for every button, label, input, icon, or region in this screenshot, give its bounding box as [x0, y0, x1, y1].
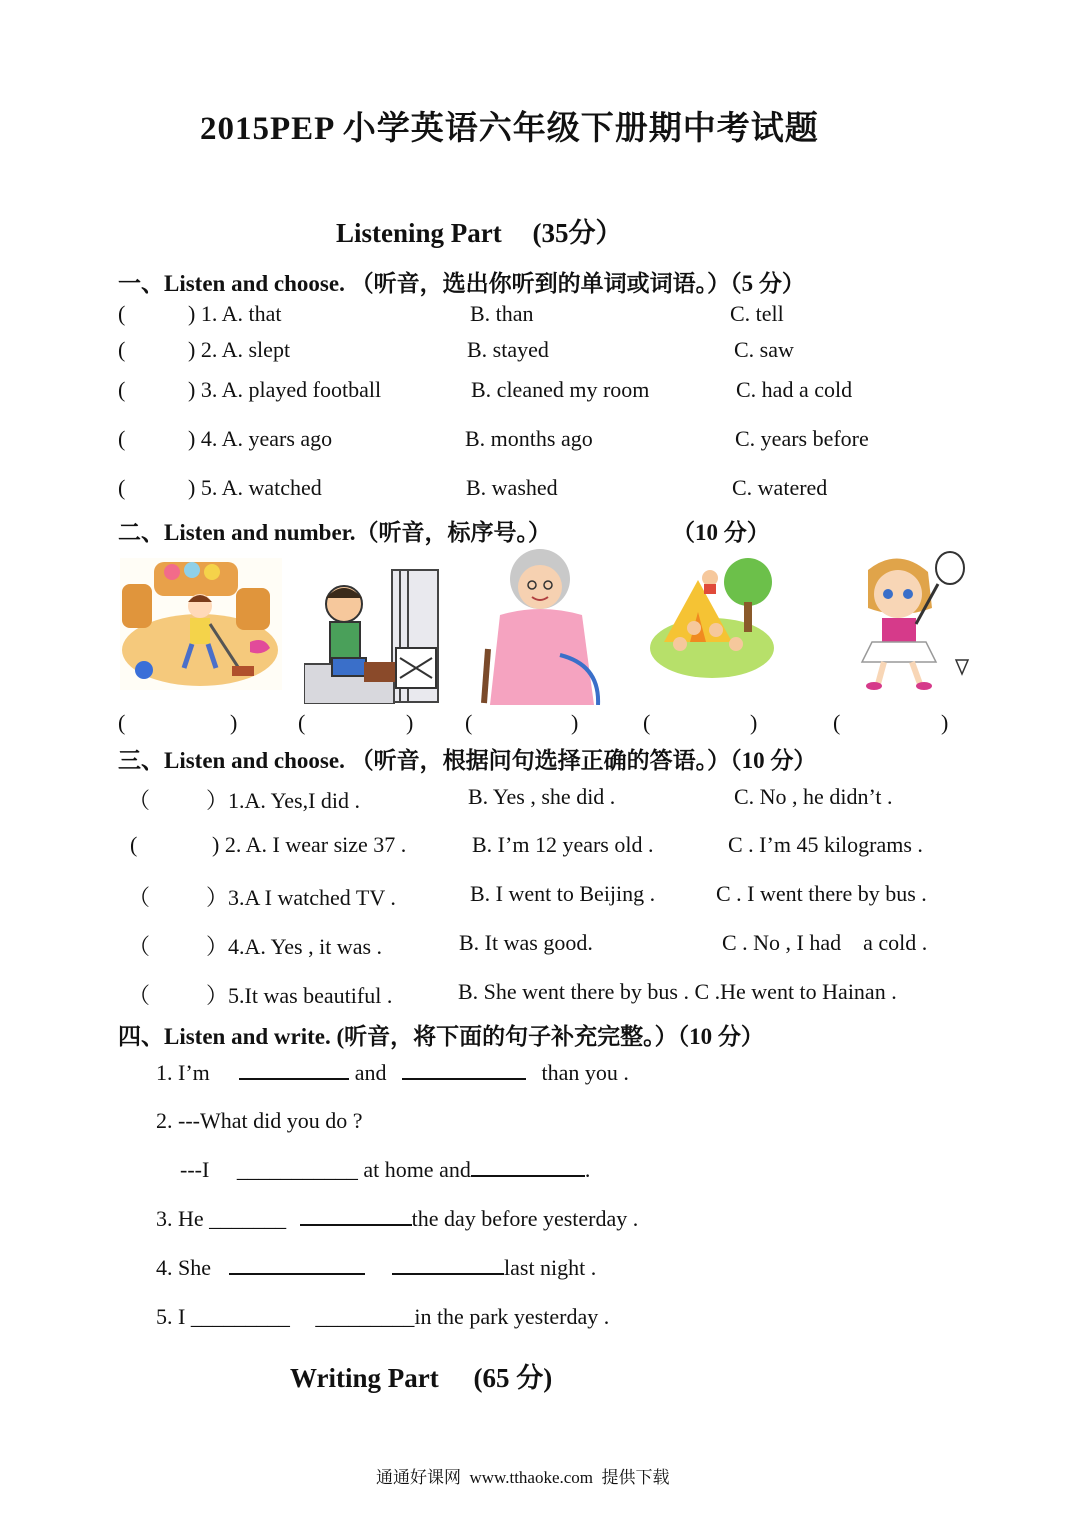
answer-paren[interactable]: ( [130, 832, 138, 857]
picture-1-answer[interactable]: ( ) [118, 710, 238, 735]
section1-row-5 [118, 475, 828, 501]
girl-cleaning-room-picture [120, 558, 282, 690]
listening-part-heading [336, 211, 623, 250]
question-option-b: B. Yes , she did . [468, 784, 616, 809]
section1-row-4 [118, 426, 869, 452]
section3-row-3 [128, 881, 927, 912]
question-option-a: ) 5. A. watched [188, 475, 322, 500]
question-option-c: C. watered [732, 475, 828, 500]
section2-title: 二、Listen and number.（听音，标序号。） [118, 520, 552, 545]
section1-row-3 [118, 377, 853, 403]
fill-line-4: 4. She last night . [156, 1255, 597, 1280]
question-option-b: B. washed [466, 475, 558, 500]
question-option-b: B. She went there by bus . C .He went to Hainan . [458, 979, 897, 1004]
question-option-b: B. months ago [465, 426, 593, 451]
answer-paren[interactable]: （ [128, 885, 151, 910]
answer-paren[interactable]: ( [118, 301, 126, 326]
children-camping-tent-picture [650, 552, 774, 678]
question-option-a: ）1.A. Yes,I did . [206, 788, 361, 813]
fill-blank[interactable] [300, 1223, 412, 1226]
fill-blank[interactable] [239, 1077, 349, 1080]
section3-row-1 [128, 784, 893, 815]
picture-3-answer[interactable]: ( ) [465, 710, 579, 735]
fill-line-2: 2. ---What did you do ? [156, 1108, 363, 1133]
page-title: 2015PEP 小学英语六年级下册期中考试题 [200, 111, 819, 147]
question-option-a: ）5.It was beautiful . [206, 983, 393, 1008]
listening-part-score: (35分） [532, 218, 623, 248]
section3-row-5 [128, 979, 897, 1010]
writing-part-score: (65 分) [473, 1363, 553, 1393]
question-option-b: B. than [470, 301, 534, 326]
section1-row-2 [118, 337, 794, 363]
fill-blank[interactable] [392, 1272, 504, 1275]
question-option-b: B. I’m 12 years old . [472, 832, 654, 857]
writing-part-label: Writing Part [290, 1363, 439, 1393]
picture-2-answer[interactable]: ( ) [298, 710, 414, 735]
fill-blank[interactable] [471, 1174, 585, 1177]
question-option-c: C. years before [735, 426, 869, 451]
question-option-a: ) 2. A. I wear size 37 . [212, 832, 407, 857]
question-option-c: C. had a cold [736, 377, 853, 402]
question-option-b: B. stayed [467, 337, 549, 362]
fill-blank[interactable] [229, 1272, 365, 1275]
question-option-a: ) 2. A. slept [188, 337, 291, 362]
answer-paren[interactable]: ( [118, 426, 126, 451]
question-option-a: ) 4. A. years ago [188, 426, 333, 451]
answer-paren[interactable]: ( [118, 475, 126, 500]
answer-paren[interactable]: （ [128, 788, 151, 813]
question-option-c: C. No , he didn’t . [734, 784, 893, 809]
question-option-a: ) 1. A. that [188, 301, 282, 326]
picture-5-answer[interactable]: ( ) [833, 710, 949, 735]
question-option-a: ) 3. A. played football [188, 377, 382, 402]
answer-paren[interactable]: ( [118, 337, 126, 362]
writing-part-heading [290, 1356, 552, 1395]
section4-header: 四、Listen and write. (听音，将下面的句子补充完整。）（10 分） [118, 1024, 764, 1049]
question-option-c: C . I went there by bus . [716, 881, 927, 906]
question-option-b: B. It was good. [459, 930, 593, 955]
listening-part-label: Listening Part [336, 218, 502, 248]
section3-header: 三、Listen and choose. （听音，根据问句选择正确的答语。）（10 分） [118, 748, 817, 773]
fill-line-5: 5. I _________ _________in the park yesterday . [156, 1304, 610, 1329]
section3-row-4 [128, 930, 928, 961]
boy-hurt-leg-picture [304, 568, 442, 704]
section3-row-2 [130, 832, 923, 858]
question-option-c: C. saw [734, 337, 794, 362]
page-footer: 通通好课网 www.tthaoke.com 提供下载 [376, 1468, 670, 1487]
section1-row-1 [118, 301, 784, 327]
girl-playing-badminton-picture [828, 550, 974, 690]
question-option-b: B. I went to Beijing . [470, 881, 656, 906]
answer-paren[interactable]: ( [118, 377, 126, 402]
section2-score: （10 分） [672, 520, 770, 545]
picture-4-answer[interactable]: ( ) [643, 710, 758, 735]
answer-paren[interactable]: （ [128, 983, 151, 1008]
answer-paren[interactable]: （ [128, 934, 151, 959]
question-option-a: ）3.A I watched TV . [206, 885, 396, 910]
question-option-b: B. cleaned my room [471, 377, 650, 402]
grandmother-watering-picture [470, 545, 620, 705]
question-option-c: C . No , I had a cold . [722, 930, 928, 955]
fill-line-3: 3. He _______ the day before yesterday . [156, 1206, 639, 1231]
section1-header: 一、Listen and choose. （听音，选出你听到的单词或词语。）（5 分） [118, 271, 805, 296]
question-option-c: C. tell [730, 301, 784, 326]
section2-header [118, 514, 770, 547]
fill-line-1: 1. I’m and than you . [156, 1060, 629, 1085]
question-option-a: ）4.A. Yes , it was . [206, 934, 383, 959]
fill-line-2b: ---I ___________ at home and . [180, 1157, 591, 1182]
question-option-c: C . I’m 45 kilograms . [728, 832, 923, 857]
fill-blank[interactable] [402, 1077, 526, 1080]
